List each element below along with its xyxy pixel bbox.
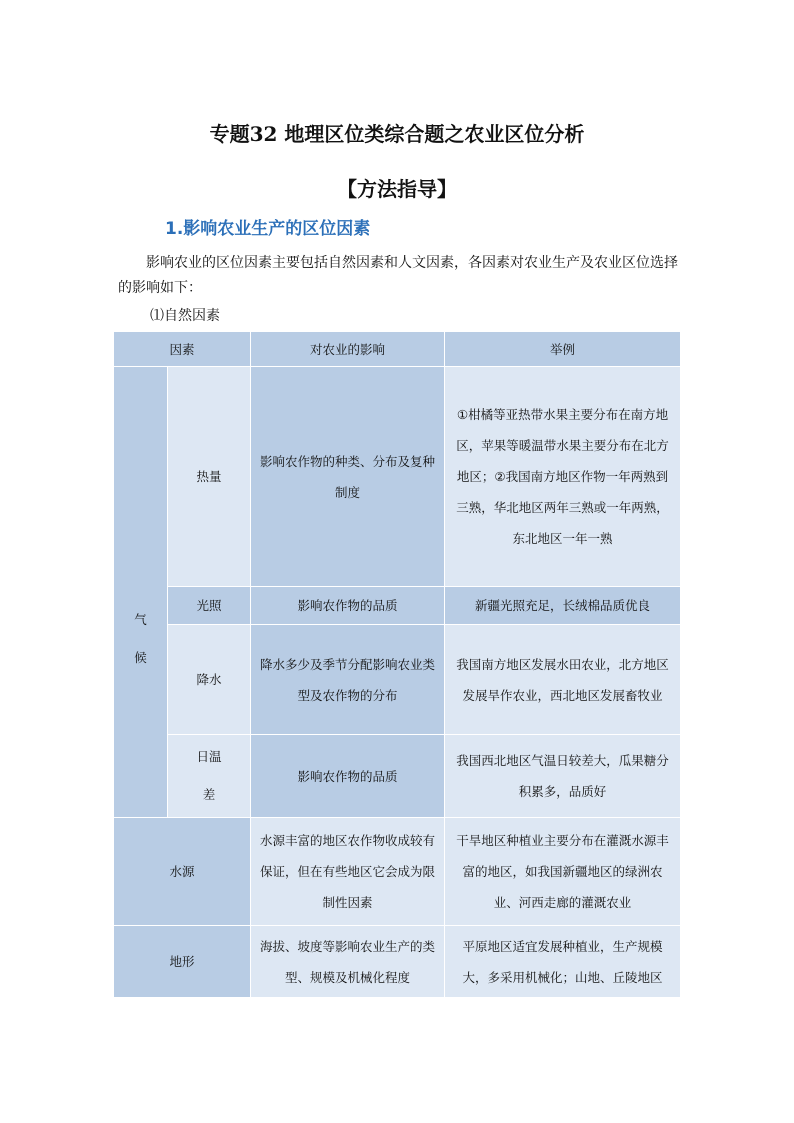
effect-heat: 影响农作物的种类、分布及复种制度 xyxy=(251,367,445,587)
table-row-water xyxy=(114,818,681,926)
intro-paragraph: 影响农业的区位因素主要包括自然因素和人文因素，各因素对农业生产及农业区位选择的影响如下： xyxy=(118,255,678,296)
table-row-heat xyxy=(114,367,681,587)
example-water: 干旱地区种植业主要分布在灌溉水源丰富的地区，如我国新疆地区的绿洲农业、河西走廊的灌溉农业 xyxy=(445,818,681,926)
table-row-light xyxy=(114,587,681,625)
factor-heat: 热量 xyxy=(168,367,251,587)
example-rain: 我国南方地区发展水田农业，北方地区发展旱作农业，西北地区发展畜牧业 xyxy=(445,625,681,735)
effect-rain: 降水多少及季节分配影响农业类型及农作物的分布 xyxy=(251,625,445,735)
header-example: 举例 xyxy=(445,332,681,367)
factor-light: 光照 xyxy=(168,587,251,625)
effect-temp-range: 影响农作物的品质 xyxy=(251,735,445,818)
table-row-temp xyxy=(114,735,681,818)
factor-water: 水源 xyxy=(114,818,251,926)
natural-factors-label: ⑴自然因素 xyxy=(150,308,220,324)
factor-terrain: 地形 xyxy=(114,926,251,998)
climate-label xyxy=(114,367,168,818)
example-terrain: 平原地区适宜发展种植业，生产规模大，多采用机械化；山地、丘陵地区 xyxy=(445,926,681,998)
table-row-terrain xyxy=(114,926,681,998)
factor-rain: 降水 xyxy=(168,625,251,735)
effect-light: 影响农作物的品质 xyxy=(251,587,445,625)
example-temp-range: 我国西北地区气温日较差大，瓜果糖分积累多，品质好 xyxy=(445,735,681,818)
effect-water: 水源丰富的地区农作物收成较有保证，但在有些地区它会成为限制性因素 xyxy=(251,818,445,926)
example-light: 新疆光照充足，长绒棉品质优良 xyxy=(445,587,681,625)
natural-factors-table xyxy=(113,331,681,998)
table-header-row xyxy=(114,332,681,367)
factor-temp-range xyxy=(168,735,251,818)
section-heading: 1.影响农业生产的区位因素 xyxy=(165,219,371,239)
climate-label-char-2: 候 xyxy=(134,650,147,665)
document-title: 专题32 地理区位类综合题之农业区位分析 xyxy=(209,122,585,146)
example-heat: ①柑橘等亚热带水果主要分布在南方地区，苹果等暖温带水果主要分布在北方地区；②我国南方地区作物一年两熟到三熟，华北地区两年三熟或一年两熟，东北地区一年一熟 xyxy=(445,367,681,587)
factor-temp-line2: 差 xyxy=(202,787,216,802)
climate-label-char-1: 气 xyxy=(134,612,147,627)
section-subtitle: 【方法指导】 xyxy=(337,177,457,201)
header-factor: 因素 xyxy=(114,332,251,367)
effect-terrain: 海拔、坡度等影响农业生产的类型、规模及机械化程度 xyxy=(251,926,445,998)
factor-temp-line1: 日温 xyxy=(196,749,222,764)
header-effect: 对农业的影响 xyxy=(251,332,445,367)
table-row-rain xyxy=(114,625,681,735)
